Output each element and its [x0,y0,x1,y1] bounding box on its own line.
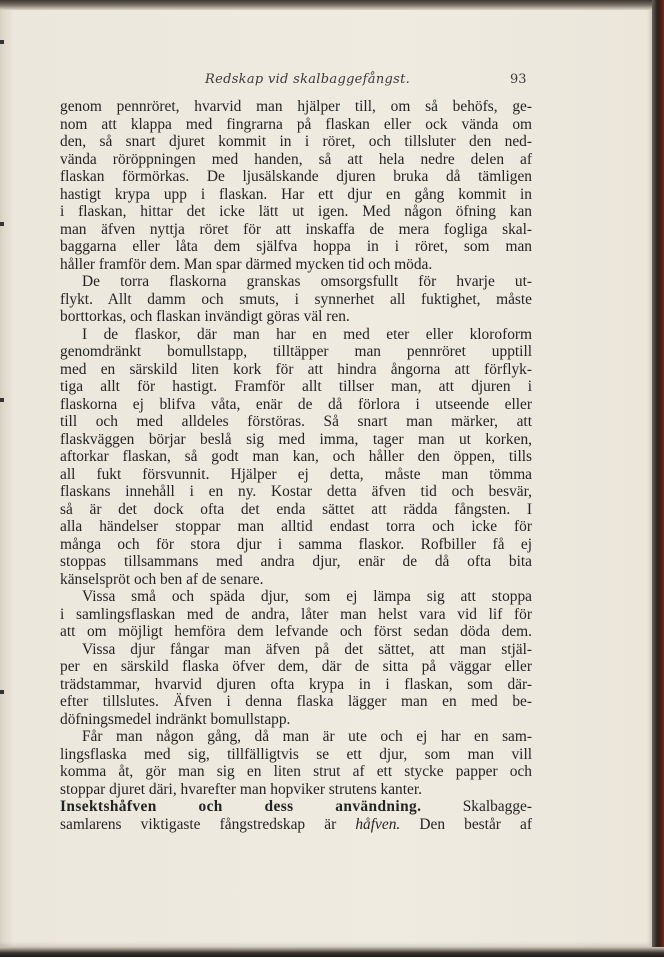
text-line: med en särskild liten kork för att hindra ångorna att förflyk- [60,360,532,378]
text-line: döfningsmedel indränkt bomullstapp. [60,710,291,728]
text-line: Vissa djur fångar man äfven på det sättet, att man stjäl- [82,640,532,658]
book-spine-edge [652,0,664,957]
text-line: känselspröt och ben af de senare. [60,570,264,588]
body-text [60,98,532,833]
text-line: till och med alldeles förstöras. Så snart man märker, att [60,413,532,430]
text-line: genom pennröret, hvarvid man hjälper till, om så behöfs, ge- [60,98,532,115]
text-line: flaskväggen börjar beslå sig med imma, tager man ut korken, [60,430,532,448]
text-line: efter tillslutes. Äfven i denna flaska lägger man en med be- [60,693,532,710]
page-top-edge [0,0,652,10]
text-line: att om möjligt hemföra dem lefvande och först sedan döda dem. [60,623,532,640]
text-line: De torra flaskorna granskas omsorgsfullt för hvarje ut- [82,273,532,290]
text-line: hastigt krypa upp i flaskan. Har ett djur en gång kommit in [60,185,532,203]
margin-mark [0,222,4,226]
text-line: många och för stora djur i samma flaskor. Rofbiller få ej [60,535,532,553]
text-line: Får man någon gång, då man är ute och ej har en sam- [82,728,532,745]
text-line: lingsflaska med sig, tillfälligtvis se ett djur, som man vill [60,745,532,763]
margin-mark [0,690,4,694]
text-line: borttorkas, och flaskan invändigt göras väl ren. [60,308,350,325]
text-line: Vissa små och späda djur, som ej lämpa sig att stoppa [82,588,532,605]
text-fragment: samlarens viktigaste fångstredskap är [60,815,337,833]
text-line: i samlingsflaskan med de andra, låter man helst vara vid lif för [60,605,532,623]
text-line: flykt. Allt damm och smuts, i synnerhet all fuktighet, måste [60,290,532,308]
section-heading-line [60,798,532,816]
running-head [0,72,652,90]
text-line: per en särskild flaska öfver dem, där de sitta på väggar eller [60,658,532,675]
text-line: så är det dock ofta det enda sättet att rädda fångsten. I [60,500,532,518]
running-title: Redskap vid skalbaggefångst. [205,72,411,87]
margin-mark [0,40,4,44]
text-line: trädstammar, hvarvid djuren ofta krypa in i flaskan, som där- [60,675,532,693]
text-line: stoppas tillsammans med andra djur, enär de då ofta bita [60,553,532,570]
text-line: tiga allt för hastigt. Framför allt tillser man, att djuren i [60,378,532,395]
text-line: den, så snart djuret kommit in i röret, och tillsluter den ned- [60,133,532,150]
text-fragment: Den består af [419,815,532,833]
text-line: man äfven nyttja röret för att inskaffa de mera fogliga skal- [60,220,532,238]
section-heading: Insektshåfven och dess användning. [60,798,422,815]
text-fragment: Skalbagge- [462,798,532,815]
text-line: flaskan förmörkas. De ljusälskande djuren bruka då tämligen [60,168,532,185]
text-line: nom att klappa med fingrarna på flaskan eller ock vända om [60,115,532,133]
text-line: komma åt, gör man sig en liten strut af ett stycke papper och [60,763,532,780]
text-line: håller framför dem. Man spar därmed mycken tid och möda. [60,255,433,273]
text-line: stoppar djuret däri, hvarefter man hopviker strutens kanter. [60,780,422,798]
page-bottom-edge [0,947,664,957]
text-line: I de flaskor, där man har en med eter eller kloroform [82,325,532,343]
text-line: all fukt försvunnit. Hjälper ej detta, måste man tömma [60,465,532,483]
text-line: flaskorna ej blifva våta, enär de då förlora i utseende eller [60,395,532,413]
margin-mark [0,398,4,402]
text-line: genomdränkt bomullstapp, tilltäpper man pennröret upptill [60,343,532,360]
page-number: 93 [510,72,527,87]
text-line: vända röröppningen med handen, så att hela nedre delen af [60,150,532,168]
text-line [60,816,532,834]
text-line: baggarna eller låta dem själfva hoppa in i röret, som man [60,238,532,255]
emphasized-term: håfven. [355,815,401,833]
text-line: i flaskan, hittar det icke lätt ut igen. Med någon öfning kan [60,203,532,220]
text-line: flaskans innehåll i en ny. Kostar detta äfven tid och besvär, [60,483,532,500]
text-line: alla händelser stoppar man alltid endast torra och icke för [60,518,532,535]
text-line: aftorkar flaskan, så godt man kan, och håller den öppen, tills [60,448,532,465]
